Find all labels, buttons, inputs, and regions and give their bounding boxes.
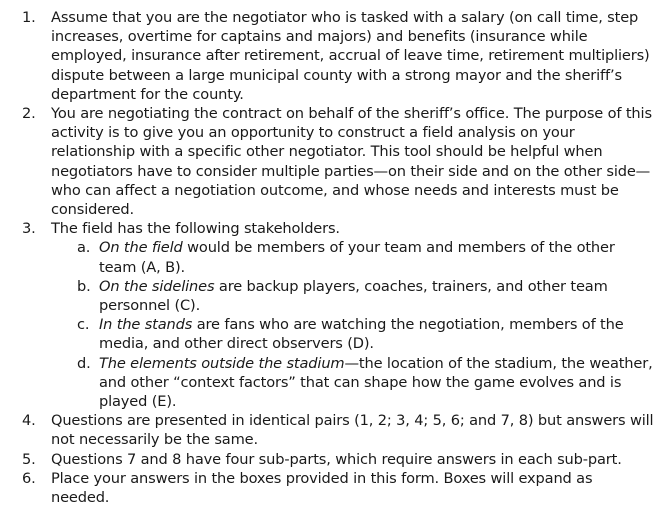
item-number: 3.: [22, 220, 36, 238]
sub-item-letter: b.: [77, 277, 91, 295]
item-text: Assume that you are the negotiator who is tasked with a salary (on call time, step increases, overtime for captains and majors) and benefits (insurance while employed, insurance after retirement, accrual of leave time, retirement multipliers) dispute between a large municipal county with a strong mayor and the sheriff’s department for the county.: [51, 9, 650, 103]
list-item: [0, 104, 669, 219]
item-number: 6.: [22, 469, 36, 487]
sub-item-emphasis: The elements outside the stadium: [99, 354, 345, 372]
sub-list-item: [0, 354, 669, 412]
item-text: You are negotiating the contract on behalf of the sheriff’s office. The purpose of this activity is to give you an opportunity to construct a field analysis on your relationship with a specific other negotiator. This tool should be helpful when negotiators have to consider multiple parties—on their side and on the other side—who can affect a negotiation outcome, and whose needs and interests must be considered.: [51, 105, 652, 219]
list-item: [0, 219, 669, 238]
sub-list-item: [0, 238, 669, 276]
item-number: 5.: [22, 450, 36, 468]
list-item: [0, 8, 669, 104]
list-item: [0, 411, 669, 449]
sub-item-text: would be members of your team and members of the other team (A, B).: [99, 239, 615, 276]
sub-item-text: are backup players, coaches, trainers, and other team personnel (C).: [99, 277, 608, 315]
sub-item-text: are fans who are watching the negotiation, members of the media, and other direct observers (D).: [99, 316, 624, 353]
item-text: Questions 7 and 8 have four sub-parts, which require answers in each sub-part.: [51, 450, 622, 468]
instructions-document: [0, 8, 669, 507]
sub-item-emphasis: On the sidelines: [99, 277, 215, 295]
item-number: 1.: [22, 9, 36, 26]
sub-item-letter: d.: [77, 354, 91, 372]
list-item: [0, 450, 669, 469]
item-number: 4.: [22, 412, 36, 430]
sub-list-item: [0, 315, 669, 353]
sub-item-emphasis: On the field: [99, 239, 183, 257]
item-text: The field has the following stakeholders.: [51, 220, 340, 238]
sub-item-letter: a.: [77, 239, 91, 257]
list-item: [0, 469, 669, 507]
item-text: Questions are presented in identical pairs (1, 2; 3, 4; 5, 6; and 7, 8) but answers will not necessarily be the same.: [51, 412, 654, 449]
sub-list-item: [0, 277, 669, 315]
sub-item-letter: c.: [77, 316, 90, 334]
item-text: Place your answers in the boxes provided in this form. Boxes will expand as needed.: [51, 469, 593, 507]
sub-item-text: —the location of the stadium, the weather, and other “context factors” that can shape how the game evolves and is played (E).: [99, 354, 653, 411]
item-number: 2.: [22, 105, 36, 123]
sub-item-emphasis: In the stands: [99, 316, 193, 334]
